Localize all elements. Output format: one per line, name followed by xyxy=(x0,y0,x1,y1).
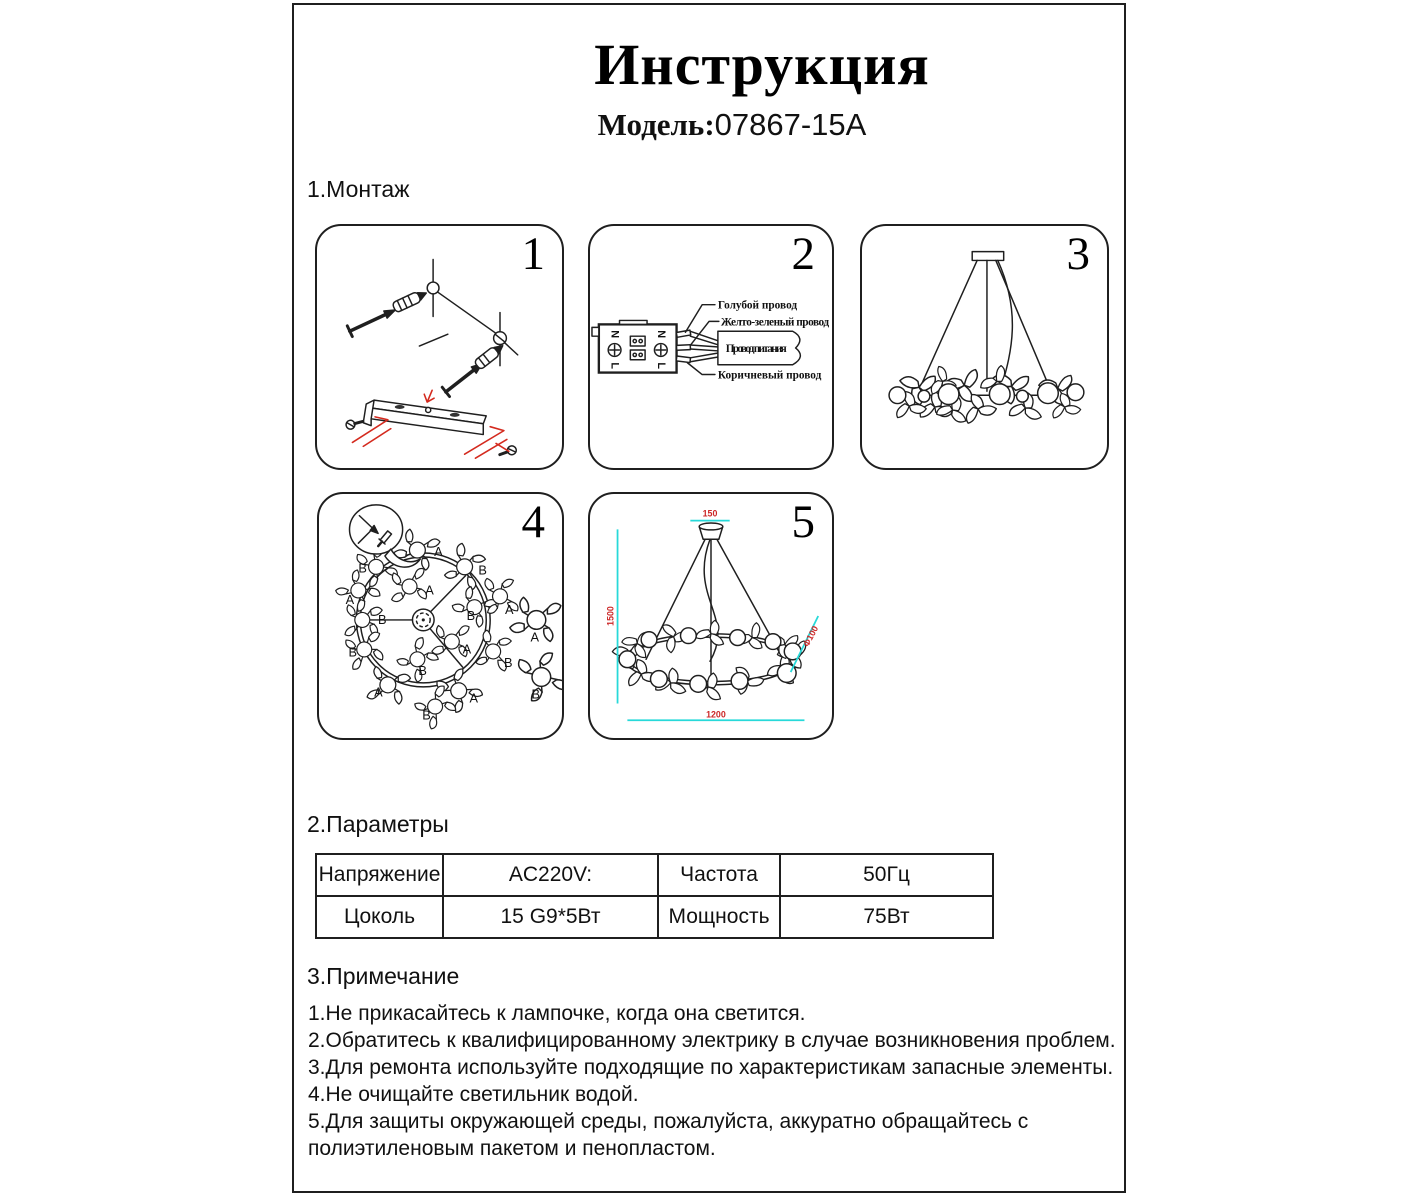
terminal-l-label: L xyxy=(654,362,667,369)
note-item-1: 1.Не прикасайтесь к лампочке, когда она светится. xyxy=(308,1002,806,1025)
terminal-block xyxy=(592,320,677,372)
svg-text:A: A xyxy=(434,543,443,559)
figure-2-number: 2 xyxy=(791,228,815,280)
figure-step-2 xyxy=(588,224,834,470)
figure-step-3 xyxy=(860,224,1109,470)
figure-step-4 xyxy=(317,492,564,740)
section-installation-heading: 1.Монтаж xyxy=(307,176,410,202)
anchor-sleeve-icon xyxy=(474,341,506,370)
chandelier-side-drawing xyxy=(612,523,816,700)
svg-text:B: B xyxy=(378,611,387,627)
param-frequency-value: 50Гц xyxy=(780,854,993,896)
note-item-3: 3.Для ремонта используйте подходящие по характеристикам запасные элементы. xyxy=(308,1056,1114,1079)
power-cord-label: Провод питания xyxy=(725,342,787,355)
mounting-bracket-drawing xyxy=(345,390,517,459)
param-socket-label: Цоколь xyxy=(316,896,443,938)
figure-step-1 xyxy=(315,224,564,470)
power-cord-drawing xyxy=(676,330,800,365)
yellow-green-wire-label: Желто-зеленый провод xyxy=(720,316,830,329)
svg-text:B: B xyxy=(478,562,487,578)
model-label: Модель: xyxy=(597,107,715,142)
dim-total-width: 1200 xyxy=(706,709,726,720)
terminal-n-label: N xyxy=(654,330,667,339)
instruction-page xyxy=(292,3,1126,1193)
table-row xyxy=(316,896,993,938)
svg-text:B: B xyxy=(348,644,358,660)
figure-1-number: 1 xyxy=(521,228,545,280)
param-power-label: Мощность xyxy=(658,896,780,938)
wall-anchor-drawing xyxy=(347,259,517,396)
figure-step-5 xyxy=(588,492,834,740)
svg-text:B: B xyxy=(466,607,476,623)
table-row xyxy=(316,854,993,896)
bracket-screw-icon xyxy=(345,417,364,430)
svg-text:A: A xyxy=(462,641,472,657)
brown-wire-label: Коричневый провод xyxy=(717,369,822,382)
figure-3-number: 3 xyxy=(1066,228,1090,280)
svg-text:A: A xyxy=(425,582,434,598)
svg-text:A: A xyxy=(504,602,514,618)
section-notes-heading: 3.Примечание xyxy=(307,963,460,989)
blue-wire-label: Голубой провод xyxy=(717,299,798,312)
dim-total-height: 1500 xyxy=(605,606,616,626)
svg-text:B: B xyxy=(503,655,513,671)
section-parameters-heading: 2.Параметры xyxy=(307,811,449,837)
svg-text:A: A xyxy=(345,592,355,608)
anchor-sleeve-icon xyxy=(392,288,429,313)
dim-bulb-diameter: Φ100 xyxy=(801,624,821,649)
param-power-value: 75Вт xyxy=(780,896,993,938)
chandelier-body-drawing xyxy=(888,362,1083,430)
svg-text:B: B xyxy=(358,560,367,576)
model-value: 07867-15A xyxy=(714,107,867,142)
svg-text:B: B xyxy=(418,663,427,679)
param-frequency-label: Частота xyxy=(658,854,780,896)
svg-text:B: B xyxy=(422,707,431,723)
notes-list xyxy=(308,1000,1120,1162)
note-item-5: 5.Для защиты окружающей среды, пожалуйста, аккуратно обращайтесь с полиэтиленовым пакетом и пенопластом. xyxy=(308,1110,1029,1160)
model-line xyxy=(522,107,942,143)
screw-icon xyxy=(347,305,397,337)
terminal-l-label: L xyxy=(608,362,621,369)
svg-text:B: B xyxy=(531,686,541,702)
terminal-n-label: N xyxy=(608,330,621,339)
svg-text:A: A xyxy=(469,690,479,706)
svg-text:A: A xyxy=(530,629,540,645)
figure-5-number: 5 xyxy=(791,496,815,548)
param-voltage-label: Напряжение xyxy=(316,854,443,896)
page-title: Инструкция xyxy=(594,32,930,97)
svg-text:A: A xyxy=(374,684,383,700)
note-item-2: 2.Обратитесь к квалифицированному электрику в случае возникновения проблем. xyxy=(308,1029,1116,1052)
figure-4-number: 4 xyxy=(521,496,545,548)
note-item-4: 4.Не очищайте светильник водой. xyxy=(308,1083,639,1106)
param-voltage-value: AC220V: xyxy=(443,854,658,896)
dim-canopy-width: 150 xyxy=(702,508,718,519)
param-socket-value: 15 G9*5Вт xyxy=(443,896,658,938)
parameters-table xyxy=(315,853,994,939)
